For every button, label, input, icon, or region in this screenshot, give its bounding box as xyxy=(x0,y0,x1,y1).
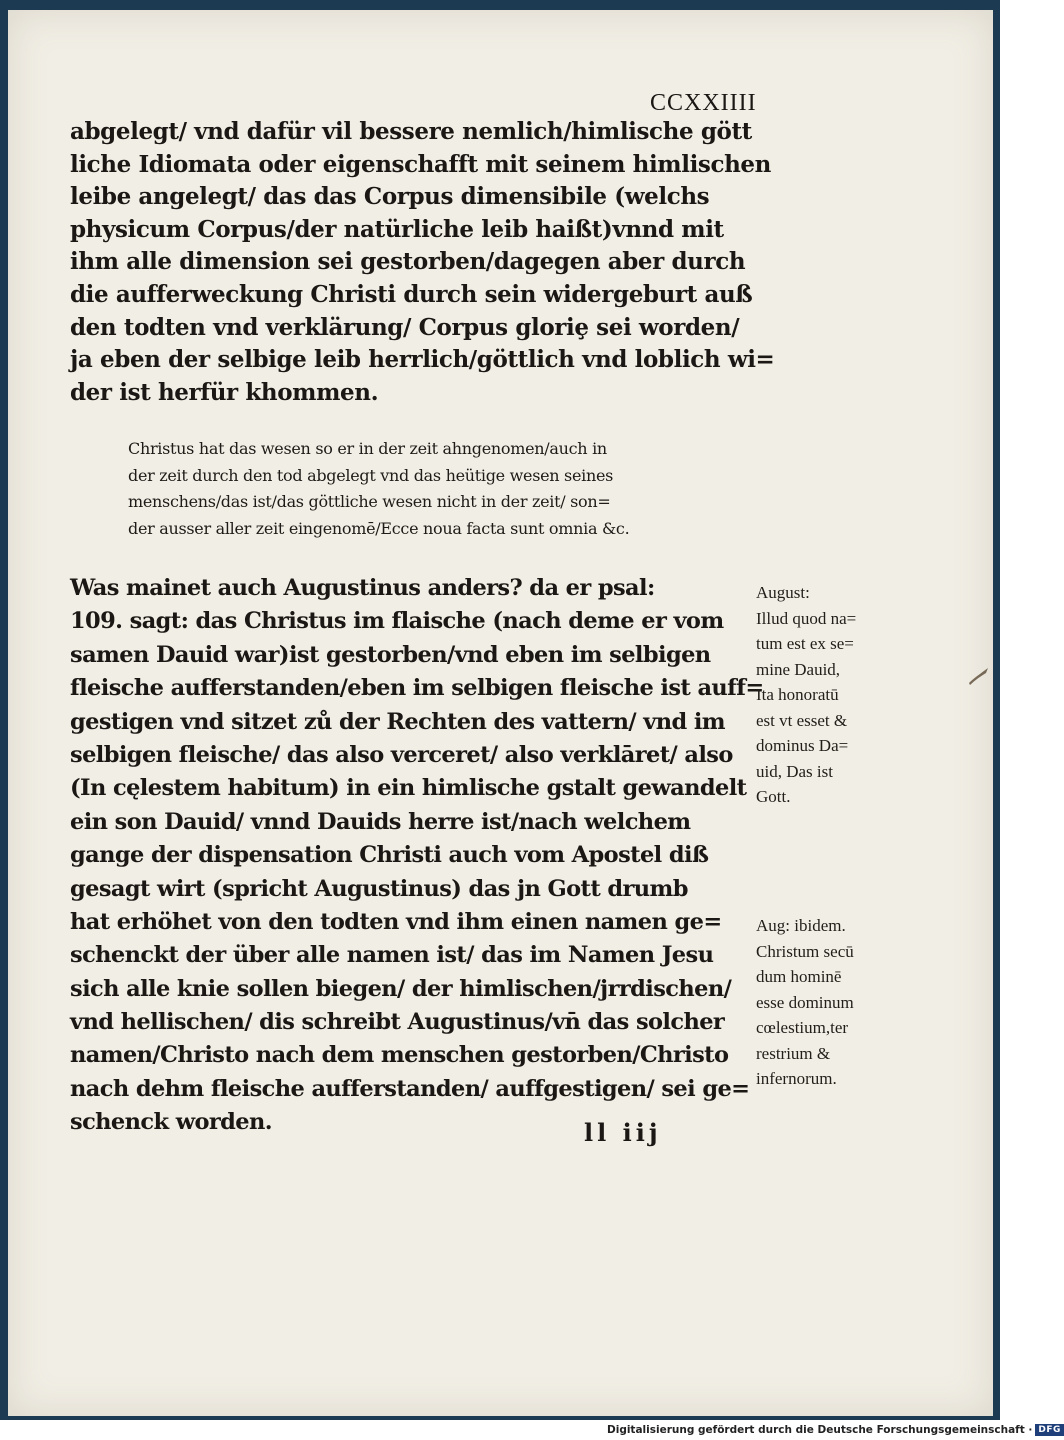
marginal-note-line: August: xyxy=(756,583,810,602)
text-line: samen Dauid war)ist gestorben/vnd eben im selbigen xyxy=(70,641,711,668)
paragraph-2 xyxy=(70,572,780,1140)
marginal-note-line: mine Dauid, xyxy=(756,659,841,679)
text-line: liche Idiomata oder eigenschafft mit seinem himlischen xyxy=(70,150,771,178)
text-line: 109. sagt: das Christus im flaische (nach deme er vom xyxy=(70,608,724,635)
text-line: der ist herfür khommen. xyxy=(70,378,379,406)
text-line: schenckt der über alle namen ist/ das im Namen Jesu xyxy=(70,942,714,969)
summary-line: menschens/das ist/das göttliche wesen nicht in der zeit/ son= xyxy=(128,492,611,511)
text-line: ja eben der selbige leib herrlich/göttlich vnd loblich wi= xyxy=(70,346,775,374)
text-line: sich alle knie sollen biegen/ der himlischen/jrrdischen/ xyxy=(70,975,732,1002)
text-line: nach dehm fleische aufferstanden/ auffgestigen/ sei ge= xyxy=(70,1075,750,1102)
marginal-note-line: Christum secū xyxy=(756,941,854,961)
paragraph-1 xyxy=(70,116,780,409)
marginal-note-line: Aug: ibidem. xyxy=(756,916,846,935)
text-line: ein son Dauid/ vnnd Dauids herre ist/nach welchem xyxy=(70,808,691,835)
text-line: schenck worden. xyxy=(70,1109,272,1136)
text-line: hat erhöhet von den todten vnd ihm einen namen ge= xyxy=(70,908,722,935)
marginal-note-line: dominus Da= xyxy=(756,736,849,755)
text-line: gestigen vnd sitzet zů der Rechten des vattern/ vnd im xyxy=(70,708,726,735)
marginal-note-augustine-ibidem xyxy=(756,913,906,1092)
text-line: selbigen fleische/ das also verceret/ also verklāret/ also xyxy=(70,741,733,768)
book-page xyxy=(8,10,993,1416)
marginal-note-line: Ita honoratū xyxy=(756,685,839,704)
summary-line: der zeit durch den tod abgelegt vnd das heütige wesen seines xyxy=(128,465,614,485)
marginal-note-line: Illud quod na= xyxy=(756,608,857,628)
signature-mark: ll iij xyxy=(584,1118,662,1147)
text-line: fleische aufferstanden/eben im selbigen fleische ist auff= xyxy=(70,675,764,702)
marginal-note-line: est vt esset & xyxy=(756,710,848,730)
text-line: Was mainet auch Augustinus anders? da er psal: xyxy=(70,575,655,601)
marginal-note-line: restrium & xyxy=(756,1043,831,1063)
text-line: die aufferweckung Christi durch sein widergeburt auß xyxy=(70,280,753,308)
text-line: ihm alle dimension sei gestorben/dagegen aber durch xyxy=(70,248,746,276)
text-line: gange der dispensation Christi auch vom Apostel diß xyxy=(70,842,709,869)
summary-block xyxy=(128,436,768,542)
text-line: (In cęlestem habitum) in ein himlische gstalt gewandelt xyxy=(70,775,747,802)
marginal-note-line: Gott. xyxy=(756,787,791,806)
text-line: den todten vnd verklärung/ Corpus gloriȩ sei worden/ xyxy=(70,313,740,341)
marginal-note-line: cœlestium,ter xyxy=(756,1018,849,1037)
marginal-note-line: uid, Das ist xyxy=(756,761,833,781)
marginal-note-line: esse dominum xyxy=(756,992,854,1012)
marginal-note-line: dum hominē xyxy=(756,967,842,986)
text-line: leibe angelegt/ das das Corpus dimensibile (welchs xyxy=(70,183,710,211)
page-number: CCXXIIII xyxy=(650,90,757,116)
marginal-note-line: tum est ex se= xyxy=(756,634,854,653)
summary-line: Christus hat das wesen so er in der zeit ahngenomen/auch in xyxy=(128,439,607,458)
marginal-note-augustine xyxy=(756,580,906,810)
digitization-credit xyxy=(607,1422,1064,1438)
text-line: abgelegt/ vnd dafür vil bessere nemlich/himlische gött xyxy=(70,118,752,145)
text-line: gesagt wirt (spricht Augustinus) das jn Gott drumb xyxy=(70,875,688,902)
dfg-logo-icon: DFG xyxy=(1035,1424,1064,1436)
marginal-note-line: infernorum. xyxy=(756,1069,837,1088)
text-line: namen/Christo nach dem menschen gestorben/Christo xyxy=(70,1042,729,1069)
ink-mark-icon xyxy=(966,664,992,688)
credit-text: Digitalisierung gefördert durch die Deutsche Forschungsgemeinschaft · xyxy=(607,1424,1033,1436)
text-line: physicum Corpus/der natürliche leib haißt)vnnd mit xyxy=(70,215,724,243)
summary-line: der ausser aller zeit eingenomē/Ecce noua facta sunt omnia &c. xyxy=(128,518,630,538)
text-line: vnd hellischen/ dis schreibt Augustinus/vn̄ das solcher xyxy=(70,1009,725,1036)
